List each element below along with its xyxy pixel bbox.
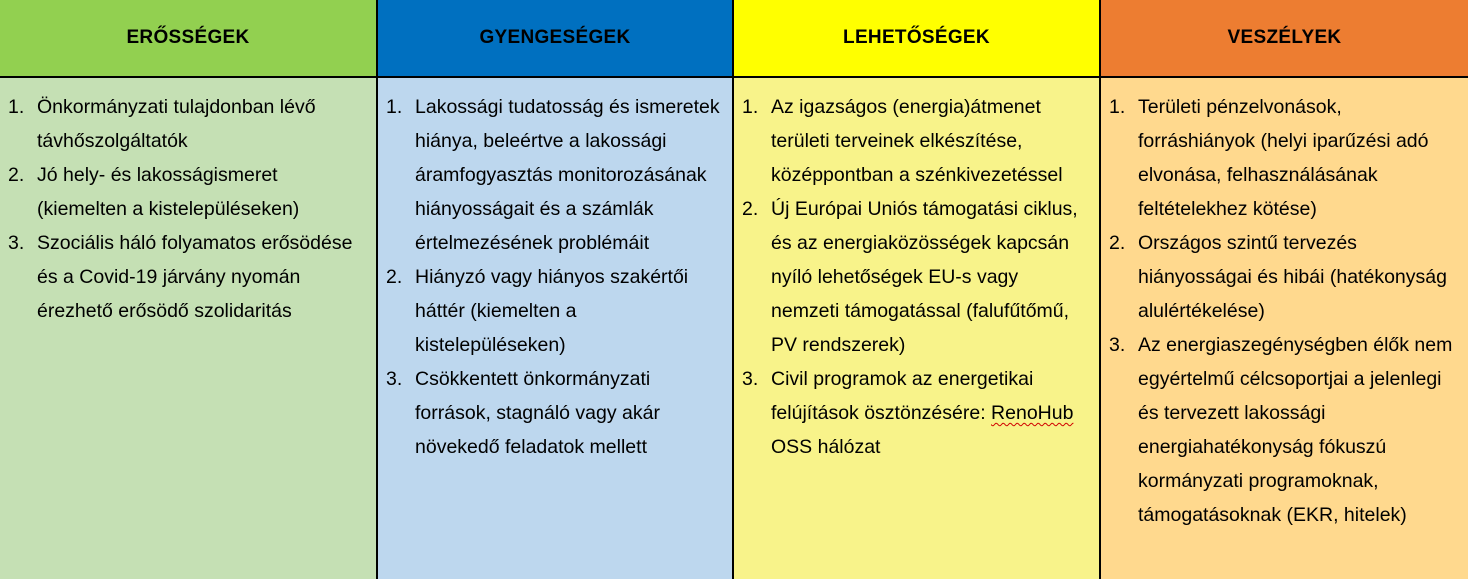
list-item [742,362,1091,464]
list-item [8,90,368,158]
list-item [1109,328,1460,532]
item-number: 2. [742,198,759,220]
header-strengths: ERŐSSÉGEK [0,0,378,78]
item-text: Hiányzó vagy hiányos szakértői háttér (kiemelten a kistelepüléseken) [415,266,689,356]
spellcheck-flagged-word: RenoHub [991,402,1074,424]
item-text-wrapper [771,362,1091,464]
item-number: 1. [386,96,403,118]
strengths-cell [0,78,378,579]
item-number: 3. [8,232,25,254]
item-text-tail: OSS hálózat [771,436,881,458]
weaknesses-list [386,90,724,464]
header-opportunities: LEHETŐSÉGEK [734,0,1101,78]
opportunities-list [742,90,1091,464]
list-item [1109,226,1460,328]
item-number: 2. [8,164,25,186]
list-item [742,90,1091,192]
item-text: Jó hely- és lakosságismeret (kiemelten a kistelepüléseken) [37,164,300,220]
item-text: Szociális háló folyamatos erősödése és a Covid-19 járvány nyomán érezhető erősödő szolidaritás [37,232,353,322]
list-item [8,158,368,226]
threats-cell [1101,78,1468,579]
item-text: Az igazságos (energia)átmenet területi terveinek elkészítése, középpontban a szénkivezetéssel [771,96,1063,186]
weaknesses-cell [378,78,734,579]
strengths-list [8,90,368,328]
list-item [386,260,724,362]
item-number: 3. [386,368,403,390]
item-text: Önkormányzati tulajdonban lévő távhőszolgáltatók [37,96,316,152]
threats-list [1109,90,1460,532]
header-weaknesses: GYENGESÉGEK [378,0,734,78]
item-number: 2. [386,266,403,288]
list-item [8,226,368,328]
list-item [1109,90,1460,226]
list-item [742,192,1091,362]
header-threats: VESZÉLYEK [1101,0,1468,78]
list-item [386,362,724,464]
item-text: Országos szintű tervezés hiányosságai és hibái (hatékonyság alulértékelése) [1138,232,1447,322]
item-number: 1. [8,96,25,118]
item-text: Az energiaszegénységben élők nem egyértelmű célcsoportjai a jelenlegi és tervezett lakossági energiahatékonyság fókuszú kormányzati programoknak, támogatásoknak (EKR, hitelek) [1138,334,1453,526]
item-text: Új Európai Uniós támogatási ciklus, és az energiaközösségek kapcsán nyíló lehetőségek EU-s vagy nemzeti támogatással (falufűtőmű, PV rendszerek) [771,198,1078,356]
item-number: 1. [742,96,759,118]
item-number: 2. [1109,232,1126,254]
list-item [386,90,724,260]
item-text: Csökkentett önkormányzati források, stagnáló vagy akár növekedő feladatok mellett [415,368,660,458]
item-number: 3. [742,368,759,390]
item-text: Lakossági tudatosság és ismeretek hiánya, beleértve a lakossági áramfogyasztás monitorozásának hiányosságait és a számlák értelmezésének problémáit [415,96,720,254]
item-text: Területi pénzelvonások, forráshiányok (helyi iparűzési adó elvonása, felhasználásának feltételekhez kötése) [1138,96,1429,220]
item-number: 3. [1109,334,1126,356]
item-number: 1. [1109,96,1126,118]
item-text: Civil programok az energetikai felújítások ösztönzésére: [771,368,1034,424]
opportunities-cell [734,78,1101,579]
